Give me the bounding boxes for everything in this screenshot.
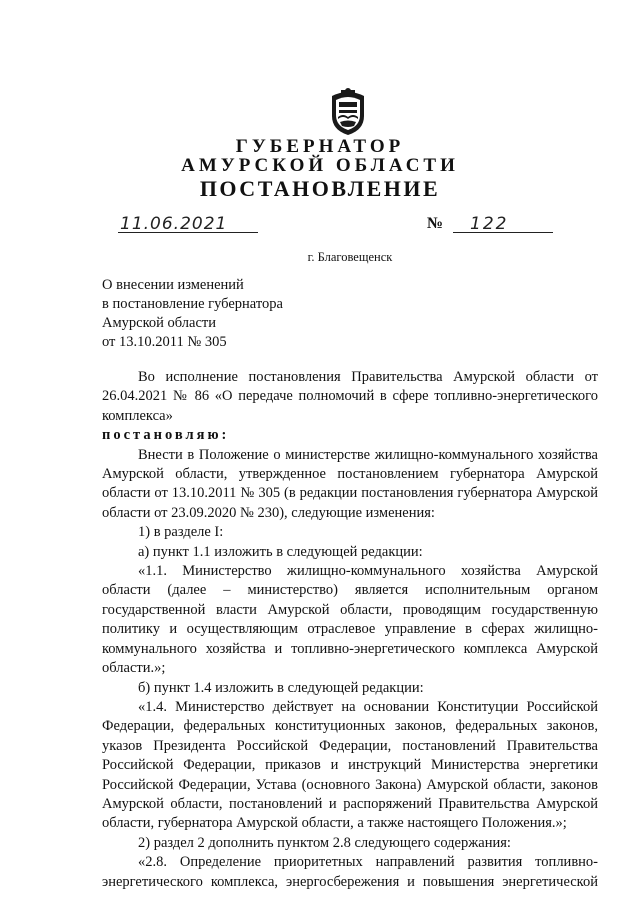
body-line: государственной власти Амурской области, проводящим государственную bbox=[102, 601, 598, 618]
city-name: г. Благовещенск bbox=[307, 250, 393, 264]
body-line: комплекса» bbox=[102, 407, 173, 424]
body-line: Российской Федерации, Устава (основного Закона) Амурской области, законов bbox=[102, 776, 598, 793]
body-line: 2) раздел 2 дополнить пунктом 2.8 следующего содержания: bbox=[138, 834, 511, 851]
body-line: Во исполнение постановления Правительства Амурской области от bbox=[138, 369, 598, 385]
body-line: 26.04.2021 № 86 «О передаче полномочий в сфере топливно-энергетического bbox=[102, 388, 598, 405]
body-line: Амурской области, постановлений и распоряжений Правительства Амурской bbox=[102, 795, 598, 812]
body-line: а) пункт 1.1 изложить в следующей редакции: bbox=[138, 543, 423, 560]
body-line: Федерации, федеральных конституционных законов, федеральных законов, bbox=[102, 718, 598, 735]
body-line: «1.1. Министерство жилищно-коммунального хозяйства Амурской bbox=[138, 563, 598, 580]
body-line: области (далее – министерство) является исполнительным органом bbox=[102, 582, 598, 599]
subject-line: О внесении изменений bbox=[102, 277, 244, 293]
body-line: «1.4. Министерство действует на основании Конституции Российской bbox=[138, 698, 598, 715]
subject-block bbox=[102, 276, 283, 352]
body-line: области от 23.09.2020 № 230), следующие изменения: bbox=[102, 504, 435, 521]
document-type: ПОСТАНОВЛЕНИЕ bbox=[199, 176, 441, 201]
body-line: политику и осуществляющим отраслевое управление в сферах жилищно- bbox=[102, 621, 598, 638]
date-underline bbox=[118, 232, 258, 233]
body-line: б) пункт 1.4 изложить в следующей редакции: bbox=[138, 679, 424, 696]
body-line: энергетического комплекса, энергосбережения и повышения энергетической bbox=[102, 873, 598, 890]
body-line: области.»; bbox=[102, 660, 166, 677]
body-line: Амурской области, утвержденное постановлением губернатора Амурской bbox=[102, 466, 598, 483]
subject-line: в постановление губернатора bbox=[102, 296, 283, 312]
document-body bbox=[102, 368, 598, 892]
header-title-line2: АМУРСКОЙ ОБЛАСТИ bbox=[181, 155, 459, 176]
number-underline bbox=[453, 232, 553, 233]
body-line: 1) в разделе I: bbox=[138, 524, 224, 541]
subject-line: Амурской области bbox=[102, 315, 216, 331]
body-line: области от 13.10.2011 № 305 (в редакции постановления губернатора Амурской bbox=[102, 485, 598, 502]
handwritten-number: 122 bbox=[470, 214, 509, 234]
body-line: области, губернатора Амурской области, а также настоящего Положения.»; bbox=[102, 815, 567, 832]
body-line: «2.8. Определение приоритетных направлений развития топливно- bbox=[138, 854, 598, 871]
number-label: № bbox=[427, 215, 444, 232]
coat-of-arms-icon bbox=[326, 86, 370, 136]
body-line: коммунального хозяйства и топливно-энергетического комплекса Амурской bbox=[102, 640, 598, 657]
decree-word: постановляю: bbox=[102, 427, 230, 444]
subject-line: от 13.10.2011 № 305 bbox=[102, 334, 227, 350]
header-title-line1: ГУБЕРНАТОР bbox=[235, 136, 405, 157]
handwritten-date: 11.06.2021 bbox=[120, 214, 228, 234]
body-line: указов Президента Российской Федерации, постановлений Правительства bbox=[102, 737, 598, 754]
body-line: Внести в Положение о министерстве жилищно-коммунального хозяйства bbox=[138, 446, 598, 463]
body-line: Российской Федерации, приказов и инструкций Министерства энергетики bbox=[102, 757, 598, 774]
